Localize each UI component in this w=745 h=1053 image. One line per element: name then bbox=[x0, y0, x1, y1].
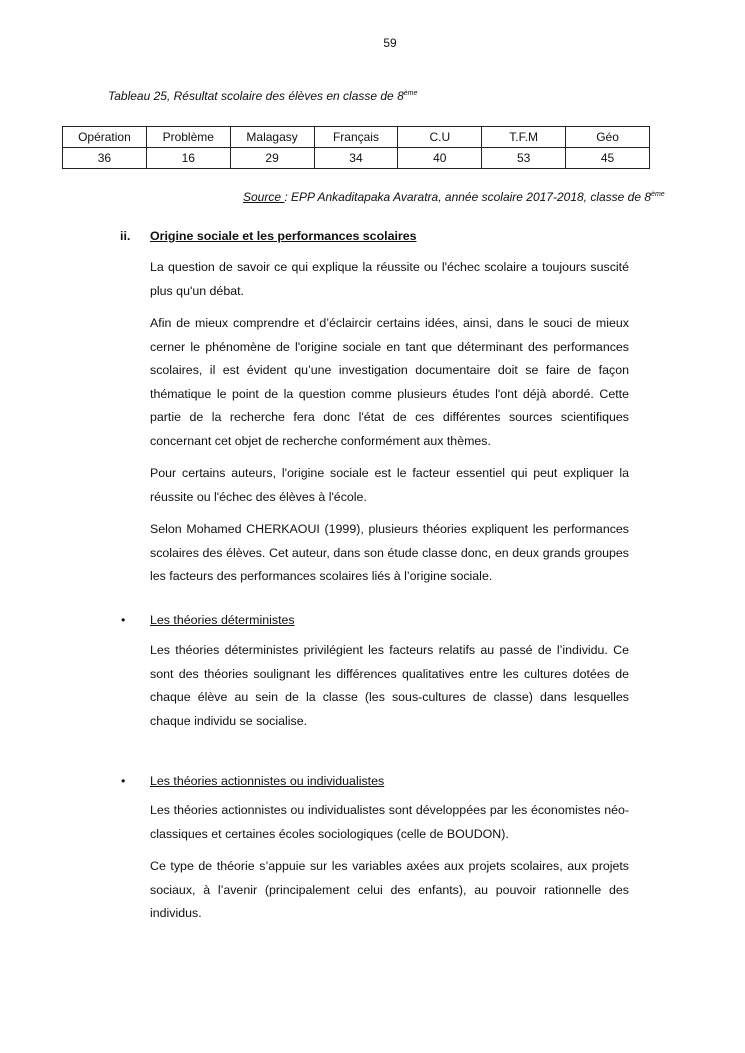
page-number: 59 bbox=[383, 36, 397, 50]
table-cell: 36 bbox=[63, 148, 147, 169]
table-header-cell: Malagasy bbox=[230, 127, 314, 148]
section-number: ii. bbox=[120, 229, 131, 243]
table-caption-text: Tableau 25, Résultat scolaire des élèves en classe de 8 bbox=[108, 89, 404, 103]
bullet-body-deterministes bbox=[150, 639, 629, 742]
table-cell: 53 bbox=[482, 148, 566, 169]
section-body bbox=[150, 256, 629, 598]
section-heading bbox=[120, 229, 417, 243]
source-text: : EPP Ankaditapaka Avaratra, année scolaire 2017-2018, classe de 8 bbox=[284, 190, 652, 204]
table-cell: 29 bbox=[230, 148, 314, 169]
table-header-cell: Problème bbox=[146, 127, 230, 148]
table-header-cell: Français bbox=[314, 127, 398, 148]
bullet-title: Les théories actionnistes ou individualistes bbox=[150, 774, 385, 788]
paragraph: La question de savoir ce qui explique la réussite ou l'échec scolaire a toujours suscité plus qu'un débat. bbox=[150, 260, 629, 298]
paragraph: Selon Mohamed CHERKAOUI (1999), plusieurs théories expliquent les performances scolaires des élèves. Cet auteur, dans son étude classe donc, en deux grands groupes les facteurs des performances scolaires liés à l’origine sociale. bbox=[150, 522, 629, 583]
table-cell: 34 bbox=[314, 148, 398, 169]
bullet-heading-actionnistes bbox=[121, 774, 384, 788]
table-header-cell: T.F.M bbox=[482, 127, 566, 148]
table-source bbox=[243, 190, 665, 204]
table-header-cell: C.U bbox=[398, 127, 482, 148]
bullet-body-actionnistes bbox=[150, 799, 629, 935]
source-label: Source bbox=[243, 190, 285, 204]
table-cell: 45 bbox=[566, 148, 650, 169]
table-header-cell: Géo bbox=[566, 127, 650, 148]
table-header-row bbox=[63, 127, 650, 148]
section-title: Origine sociale et les performances scolaires bbox=[150, 229, 417, 243]
bullet-marker: • bbox=[121, 774, 126, 788]
table-cell: 16 bbox=[146, 148, 230, 169]
table-cell: 40 bbox=[398, 148, 482, 169]
results-table bbox=[62, 126, 650, 169]
table-header-cell: Opération bbox=[63, 127, 147, 148]
table-caption-sup: ème bbox=[403, 90, 418, 97]
source-sup: ème bbox=[651, 191, 665, 198]
table-row bbox=[63, 148, 650, 169]
bullet-title: Les théories déterministes bbox=[150, 613, 295, 627]
paragraph: Les théories déterministes privilégient les facteurs relatifs au passé de l’individu. Ce sont des théories soulignant les différences qualitatives entre les cultures dotées de chaque élève au sein de la classe (les sous-cultures de classe) dans lesquelles chaque individu se socialise. bbox=[150, 643, 629, 728]
paragraph: Ce type de théorie s’appuie sur les variables axées aux projets scolaires, aux projets sociaux, à l’avenir (principalement celui des enfants), au pouvoir rationnelle des individus. bbox=[150, 859, 629, 920]
paragraph: Pour certains auteurs, l'origine sociale est le facteur essentiel qui peut expliquer la réussite ou l'échec des élèves à l'école. bbox=[150, 466, 629, 504]
table-caption bbox=[108, 89, 417, 103]
paragraph: Les théories actionnistes ou individualistes sont développées par les économistes néo-classiques et certaines écoles sociologiques (celle de BOUDON). bbox=[150, 803, 629, 841]
bullet-heading-deterministes bbox=[121, 613, 295, 627]
bullet-marker: • bbox=[121, 613, 126, 627]
paragraph: Afin de mieux comprendre et d’éclaircir certains idées, ainsi, dans le souci de mieux cerner le phénomène de l'origine sociale en tant que déterminant des performances scolaires, il est évident qu’une investigation documentaire doit se faire de façon thématique le point de la question comme plusieurs études l'ont déjà abordé. Cette partie de la recherche fera donc l'état de ces différentes sources scientifiques concernant cet objet de recherche conformément aux thèmes. bbox=[150, 316, 629, 448]
